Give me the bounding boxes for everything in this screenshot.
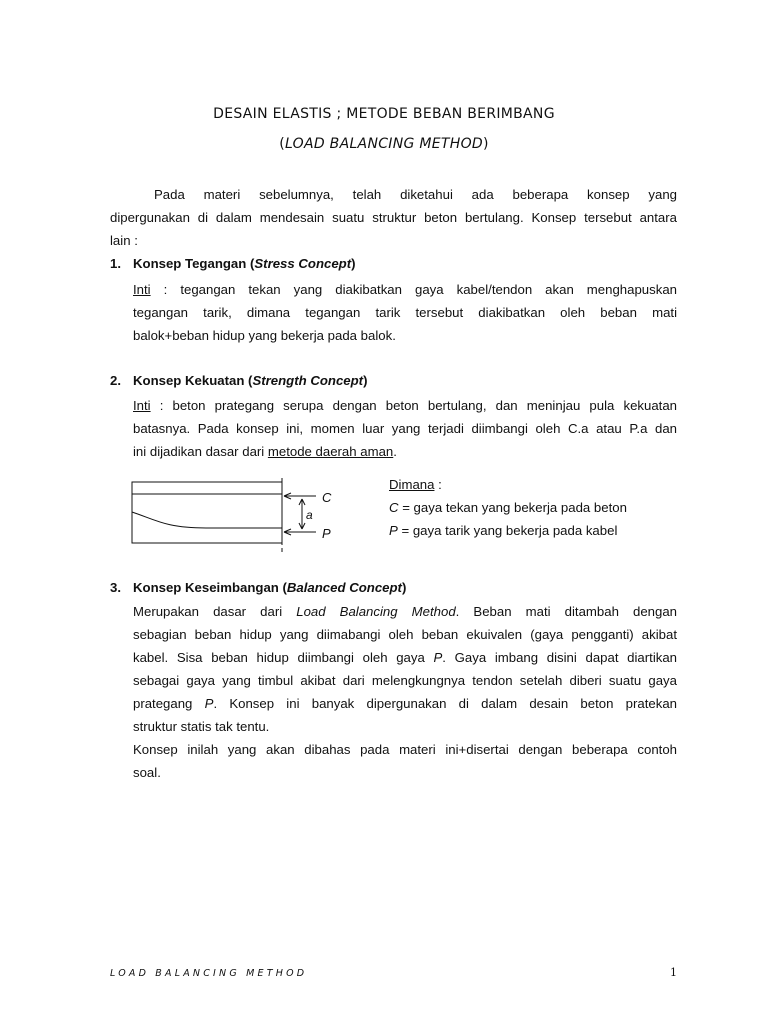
section-3-l5-c: . Konsep ini banyak dipergunakan di dalam desain beton pratekan: [213, 696, 677, 711]
section-1-body-text-1: : tegangan tekan yang diakibatkan gaya kabel/tendon akan menghapuskan: [150, 282, 677, 297]
legend-c-text: = gaya tekan yang bekerja pada beton: [398, 500, 627, 515]
legend-heading-colon: :: [434, 477, 442, 492]
section-3-number: 3.: [110, 580, 121, 595]
section-3-line-5: [133, 692, 677, 715]
subtitle-close-paren: ): [483, 136, 489, 152]
section-3-l3-b: P: [433, 650, 443, 665]
section-2-body-text-1: : beton prategang serupa dengan beton bertulang, dan meninjau pula kekuatan: [150, 398, 677, 413]
section-2-title-suffix: ): [363, 373, 368, 388]
section-1-title-suffix: ): [351, 256, 356, 271]
legend-p-text: = gaya tarik yang bekerja pada kabel: [397, 523, 618, 538]
section-1-number: 1.: [110, 256, 121, 271]
legend-heading-row: [389, 473, 627, 496]
running-footer: LOAD BALANCING METHOD: [110, 968, 308, 979]
legend-p-row: [389, 519, 627, 542]
section-3-l1-b: Load Balancing Method: [296, 604, 456, 619]
section-1-title-italic: Stress Concept: [254, 256, 352, 271]
section-1-body-line-3: balok+beban hidup yang bekerja pada balok.: [133, 328, 396, 343]
section-2-body-period: .: [393, 444, 397, 459]
metode-daerah-aman-link: metode daerah aman: [267, 444, 394, 459]
legend-c-symbol: C: [389, 500, 399, 515]
section-3-l5-b: P: [204, 696, 214, 711]
section-3-title-suffix: ): [401, 580, 407, 595]
legend-c-row: [389, 496, 627, 519]
section-2-body-line-2: batasnya. Pada konsep ini, momen luar yang terjadi diimbangi oleh C.a atau P.a dan: [133, 421, 677, 436]
diagram-legend: [389, 473, 627, 542]
section-2-number: 2.: [110, 373, 121, 388]
page-number: 1: [670, 966, 677, 979]
section-1-body-line-2: tegangan tarik, dimana tegangan tarik tersebut diakibatkan oleh beban mati: [133, 305, 677, 320]
section-3-line-8: soal.: [133, 765, 161, 780]
tendon-curve: [132, 512, 282, 528]
legend-heading: Dimana: [389, 477, 435, 492]
section-1-body-line-1: [133, 278, 677, 301]
subtitle-italic: LOAD BALANCING METHOD: [284, 136, 483, 152]
section-3-l1-c: . Beban mati ditambah dengan: [455, 604, 678, 619]
section-3-l3-a: kabel. Sisa beban hidup diimbangi oleh gaya: [133, 650, 434, 665]
section-3-l5-a: prategang: [133, 696, 205, 711]
section-3-line-7: Konsep inilah yang akan dibahas pada materi ini+disertai dengan beberapa contoh: [133, 742, 677, 757]
section-2-title-italic: Strength Concept: [252, 373, 364, 388]
label-c: C: [322, 490, 332, 505]
legend-p-symbol: P: [389, 523, 398, 538]
page-subtitle: [0, 136, 768, 152]
section-3-title-italic: Balanced Concept: [286, 580, 402, 595]
intro-line-2: dipergunakan di dalam mendesain suatu struktur beton bertulang. Konsep tersebut antara: [110, 210, 677, 225]
section-3-l1-a: Merupakan dasar dari: [133, 604, 297, 619]
section-3-line-3: [133, 646, 677, 669]
section-3-line-1: [133, 600, 677, 623]
beam-outline: [132, 482, 282, 543]
section-2-inti-label: Inti: [133, 398, 151, 413]
section-1-title-prefix: Konsep Tegangan (: [133, 256, 255, 271]
section-2-body-line-3: [133, 440, 677, 463]
beam-tendon-diagram: [126, 474, 346, 554]
subtitle-open-paren: (: [279, 136, 285, 152]
section-1-inti-label: Inti: [133, 282, 151, 297]
page-title: DESAIN ELASTIS ; METODE BEBAN BERIMBANG: [213, 106, 555, 122]
section-3-line-2: sebagian beban hidup yang diimabangi oleh beban ekuivalen (gaya pengganti) akibat: [133, 627, 677, 642]
section-2-body-line-1: [133, 394, 677, 417]
section-3-l3-c: . Gaya imbang disini dapat diartikan: [442, 650, 678, 665]
section-3-title-prefix: Konsep Keseimbangan (: [133, 580, 287, 595]
section-2-title-prefix: Konsep Kekuatan (: [133, 373, 253, 388]
intro-line-3: lain :: [110, 233, 138, 248]
label-a: a: [306, 508, 313, 522]
section-2-body-text-3: ini dijadikan dasar dari: [133, 444, 268, 459]
section-3-line-6: struktur statis tak tentu.: [133, 719, 270, 734]
section-3-line-4: sebagai gaya yang timbul akibat dari melengkungnya tendon setelah diberi suatu gaya: [133, 673, 677, 688]
label-p: P: [322, 526, 331, 541]
intro-line-1: Pada materi sebelumnya, telah diketahui ada beberapa konsep yang: [154, 187, 677, 202]
